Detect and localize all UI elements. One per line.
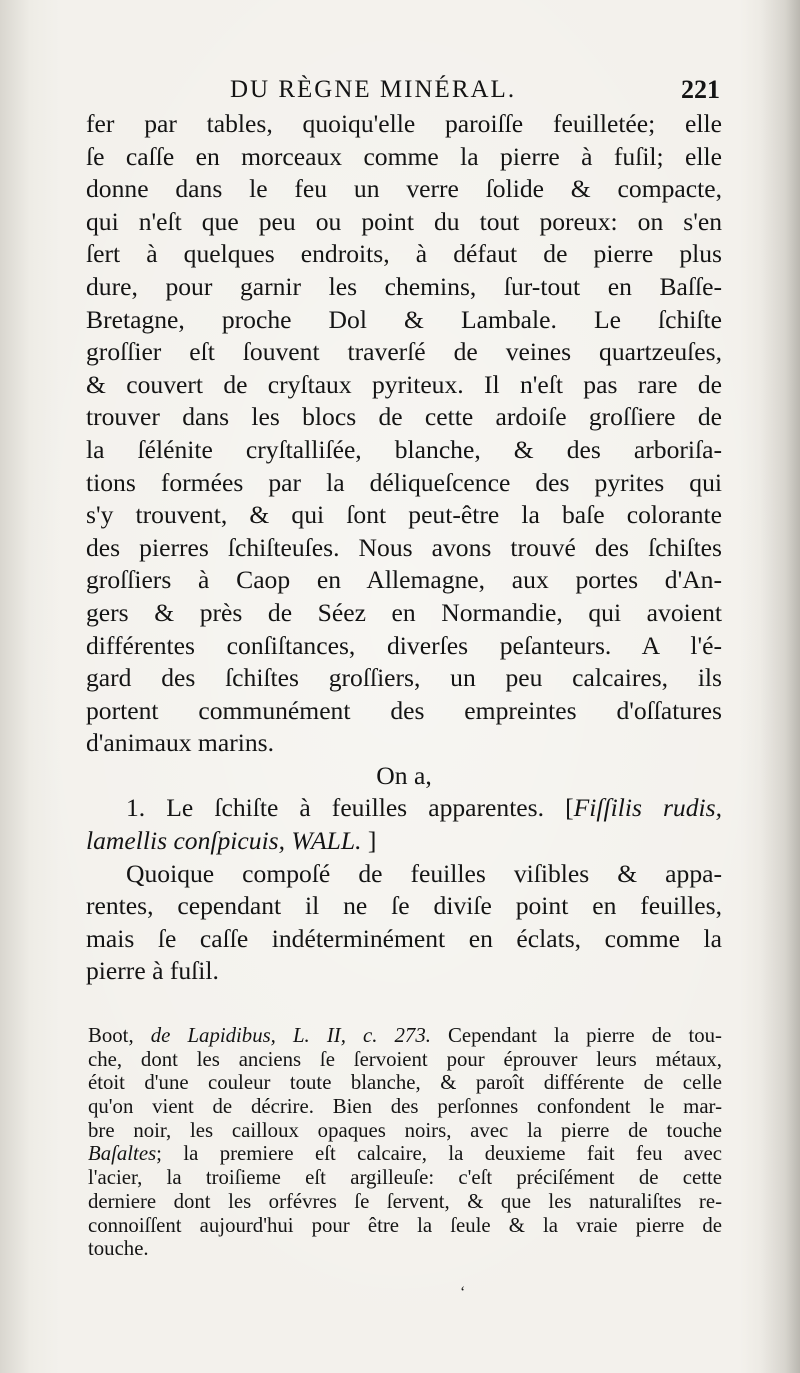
text-line: mais ſe caſſe indéterminément en éclats, comme la [86, 923, 722, 953]
text-line: gard des ſchiſtes groſſiers, un peu calcaires, ils [86, 663, 722, 693]
text-line: groſſiers à Caop en Allemagne, aux portes d'An- [86, 565, 722, 595]
bracket-close: ] [367, 826, 377, 856]
footnote-line: che, dont les anciens ſe ſervoient pour éprouver leurs métaux, [88, 1047, 722, 1071]
text-line: s'y trouvent, & qui ſont peut-être la baſe colorante [86, 500, 722, 530]
text-line: groſſier eſt ſouvent traverſé de veines quartzeuſes, [86, 337, 722, 367]
footnote-line: connoiſſent aujourd'hui pour être la ſeule & la vraie pierre de [88, 1213, 722, 1237]
text-line: trouver dans les blocs de cette ardoiſe groſſiere de [86, 402, 722, 432]
running-head: DU RÈGNE MINÉRAL. [230, 76, 517, 103]
text-line: tions formées par la déliqueſcence des pyrites qui [86, 467, 722, 497]
main-text [86, 108, 722, 988]
footnote-line: étoit d'une couleur toute blanche, & paroît différente de celle [88, 1071, 722, 1095]
text-line: dure, pour garnir les chemins, ſur-tout en Baſſe- [86, 271, 722, 301]
text-line: portent communément des empreintes d'oſſatures [86, 695, 722, 725]
item-number: 1. [126, 793, 146, 823]
text-line: & couvert de cryſtaux pyriteux. Il n'eſt pas rare de [86, 369, 722, 399]
text-line: la ſélénite cryſtalliſée, blanche, & des arboriſa- [86, 434, 722, 464]
text-line: gers & près de Séez en Normandie, qui avoient [86, 597, 722, 627]
footnote-line: Baſaltes; la premiere eſt calcaire, la deuxieme fait feu avec [88, 1142, 722, 1166]
text-line: Quoique compoſé de feuilles viſibles & appa- [126, 858, 722, 888]
footnote-line: derniere dont les orfévres ſe ſervent, & que les naturaliſtes re- [88, 1189, 722, 1213]
page-header [90, 72, 720, 108]
item-entry-cont [86, 825, 722, 858]
item-entry [86, 792, 722, 825]
text-line: d'animaux marins. [86, 728, 274, 758]
footnote-line: bre noir, les cailloux opaques noirs, avec la pierre de touche [88, 1118, 722, 1142]
latin-term-italic: Baſaltes [88, 1142, 157, 1166]
on-a-heading: On a, [376, 760, 432, 790]
text-line: qui n'eſt que peu ou point du tout poreux: on s'en [86, 206, 722, 236]
page-edge-shadow [760, 0, 800, 1373]
text-line: ſert à quelques endroits, à défaut de pierre plus [86, 239, 722, 269]
footnote-line: l'acier, la troiſieme eſt argilleuſe: c'eſt préciſément de cette [88, 1166, 722, 1190]
text-line: des pierres ſchiſteuſes. Nous avons trouvé des ſchiſtes [86, 532, 722, 562]
latin-name: Fiſſilis rudis, [573, 793, 722, 823]
text-line: différentes conſiſtances, diverſes peſanteurs. A l'é- [86, 630, 722, 660]
text-line: ſe caſſe en morceaux comme la pierre à fuſil; elle [86, 141, 722, 171]
latin-name-cont: lamellis conſpicuis, WALL. [86, 826, 362, 856]
text-line: Bretagne, proche Dol & Lambale. Le ſchiſte [86, 304, 722, 334]
signature-mark: ʻ [460, 1284, 466, 1301]
text-line: fer par tables, quoiqu'elle paroiſſe feuilletée; elle [86, 109, 722, 138]
footnote-line: Boot, de Lapidibus, L. II, c. 273. Cependant la pierre de tou- [88, 1024, 722, 1047]
text-line: donne dans le feu un verre ſolide & compacte, [86, 174, 722, 204]
text-line: pierre à fuſil. [86, 956, 219, 986]
footnote [88, 1024, 722, 1261]
bracket-open: [ [565, 793, 574, 823]
footnote-line: touche. [88, 1237, 149, 1261]
item-text: Le ſchiſte à feuilles apparentes. [166, 793, 545, 823]
text-line: rentes, cependant il ne ſe diviſe point en feuilles, [86, 891, 722, 921]
footnote-line: qu'on vient de décrire. Bien des perſonnes confondent le mar- [88, 1095, 722, 1119]
citation-italic: de Lapidibus, L. II, c. 273. [150, 1024, 431, 1047]
page-number: 221 [681, 75, 720, 104]
